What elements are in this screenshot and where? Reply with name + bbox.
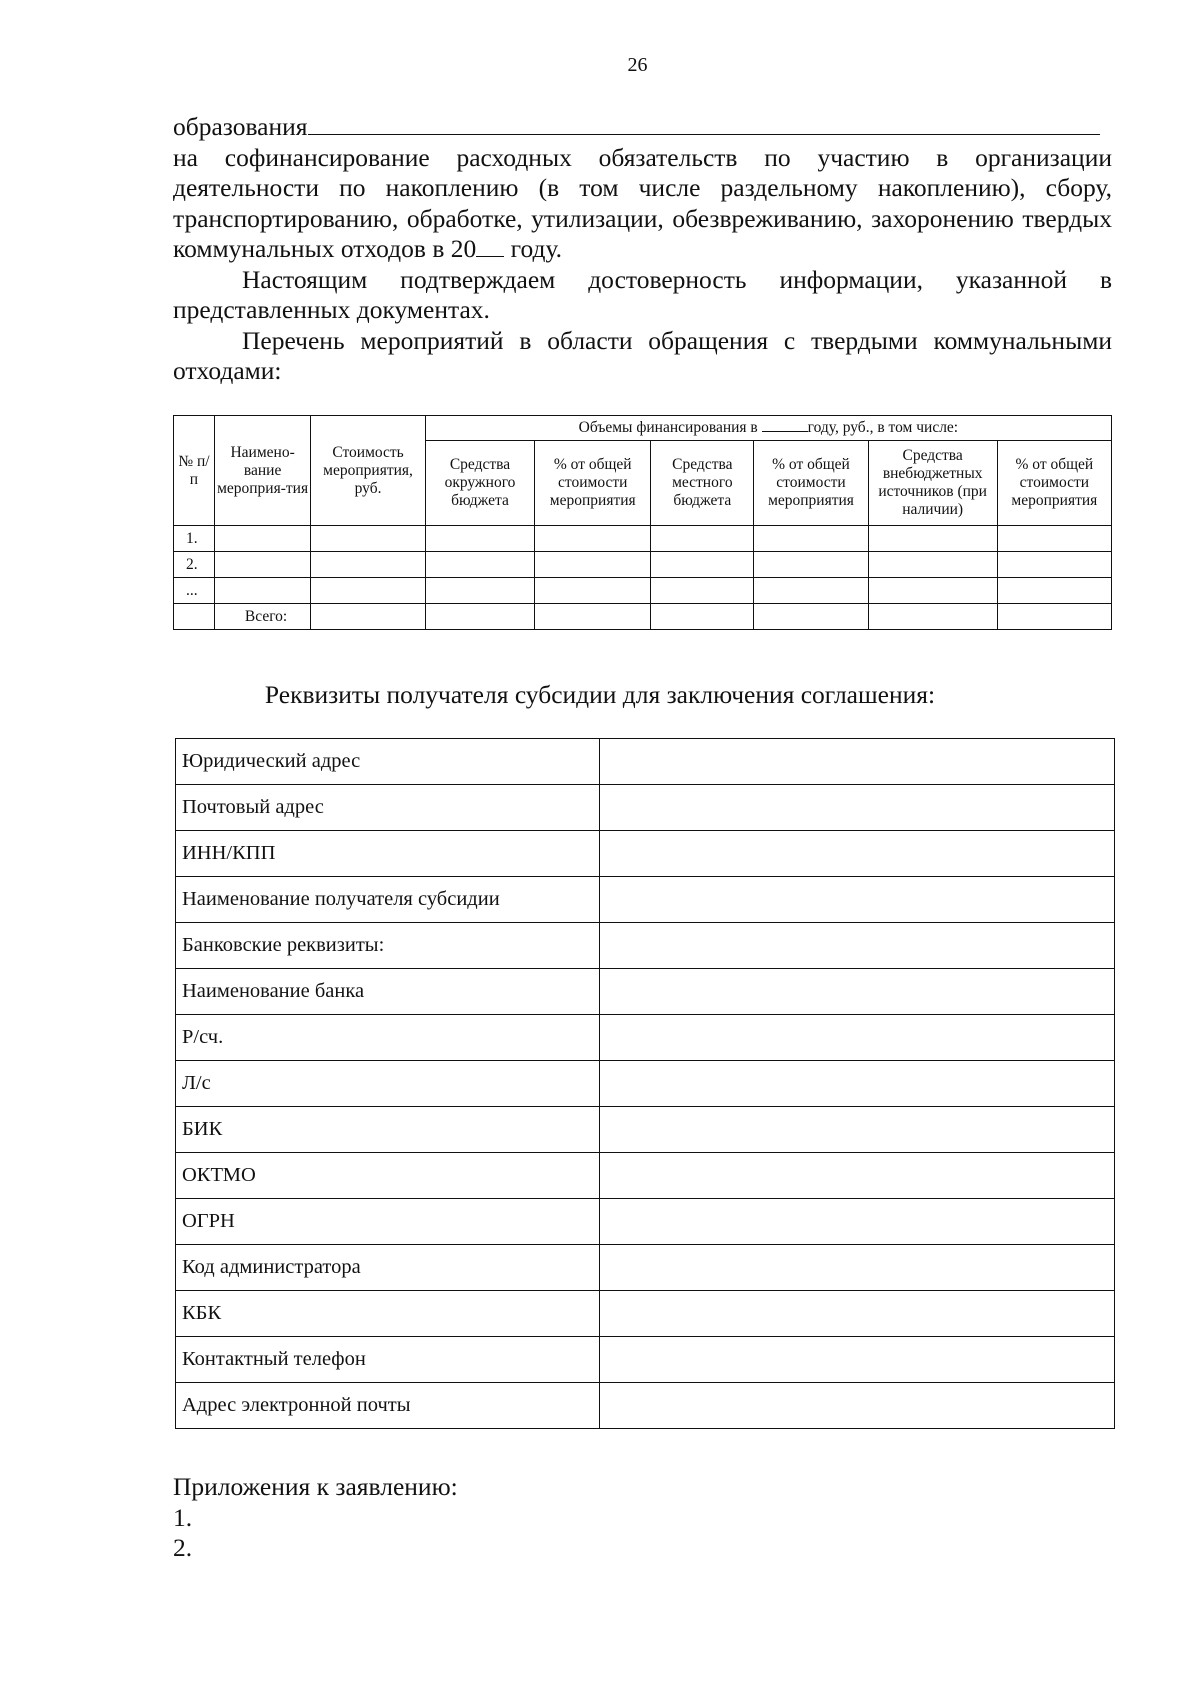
- total-label: Всего:: [214, 604, 310, 630]
- requisite-row: [176, 969, 1115, 1015]
- requisite-value[interactable]: [600, 739, 1115, 785]
- subcol-header: % от общей стоимости мероприятия: [535, 441, 651, 526]
- requisite-label: Р/сч.: [176, 1015, 600, 1061]
- requisite-row: [176, 831, 1115, 877]
- measures-table: [173, 415, 1112, 630]
- requisite-value[interactable]: [600, 1107, 1115, 1153]
- purpose-text: на софинансирование расходных обязательств по участию в организации деятельности по накоплению (в том числе раздельному накоплению), сбору, транспортированию, обработке, утилизации, обезвреживанию, захоронению твердых коммунальных отходов в 20: [173, 142, 1112, 263]
- col-num-header: № п/п: [174, 416, 215, 526]
- requisite-label: Банковские реквизиты:: [176, 923, 600, 969]
- requisite-label: КБК: [176, 1291, 600, 1337]
- requisite-value[interactable]: [600, 1015, 1115, 1061]
- subcol-header: Средства окружного бюджета: [425, 441, 534, 526]
- subcol-header: Средства внебюджетных источников (при наличии): [868, 441, 997, 526]
- requisite-row: [176, 739, 1115, 785]
- attachment-item: 2.: [173, 1533, 193, 1562]
- subcol-header: % от общей стоимости мероприятия: [754, 441, 868, 526]
- requisite-label: Код администратора: [176, 1245, 600, 1291]
- requisite-label: Адрес электронной почты: [176, 1383, 600, 1429]
- requisites-table: [175, 738, 1115, 1429]
- col-name-header: Наимено-вание мероприя-тия: [214, 416, 310, 526]
- col-cost-header: Стоимость мероприятия, руб.: [311, 416, 425, 526]
- requisite-value[interactable]: [600, 1153, 1115, 1199]
- requisite-label: Контактный телефон: [176, 1337, 600, 1383]
- row-number: ...: [174, 578, 215, 604]
- requisite-label: Наименование банка: [176, 969, 600, 1015]
- attachment-item: 1.: [173, 1502, 193, 1532]
- requisite-value[interactable]: [600, 1337, 1115, 1383]
- requisite-label: ИНН/КПП: [176, 831, 600, 877]
- requisite-row: [176, 1337, 1115, 1383]
- requisite-row: [176, 1107, 1115, 1153]
- requisite-value[interactable]: [600, 785, 1115, 831]
- requisite-value[interactable]: [600, 923, 1115, 969]
- paragraph-purpose: [173, 143, 1112, 265]
- requisite-label: БИК: [176, 1107, 600, 1153]
- requisites-title: Реквизиты получателя субсидии для заключения соглашения:: [264, 680, 936, 709]
- table-row: [174, 578, 1112, 604]
- requisite-label: ОКТМО: [176, 1153, 600, 1199]
- table-row: [174, 552, 1112, 578]
- requisite-value[interactable]: [600, 1061, 1115, 1107]
- requisite-row: [176, 785, 1115, 831]
- requisite-row: [176, 1153, 1115, 1199]
- page-number: 26: [627, 54, 648, 76]
- attachments-title: Приложения к заявлению:: [173, 1472, 458, 1501]
- funding-year-blank[interactable]: [762, 419, 808, 432]
- requisite-value[interactable]: [600, 877, 1115, 923]
- requisite-row: [176, 1061, 1115, 1107]
- municipality-blank[interactable]: [308, 114, 1100, 135]
- paragraph-list-title: Перечень мероприятий в области обращения с твердыми коммунальными отходами:: [173, 325, 1112, 385]
- line-municipality: [173, 112, 1112, 143]
- purpose-suffix: году.: [504, 234, 563, 263]
- requisite-value[interactable]: [600, 1383, 1115, 1429]
- requisite-label: ОГРН: [176, 1199, 600, 1245]
- requisite-row: [176, 923, 1115, 969]
- municipality-label: образования: [173, 112, 308, 141]
- requisite-row: [176, 877, 1115, 923]
- requisite-label: Наименование получателя субсидии: [176, 877, 600, 923]
- requisite-value[interactable]: [600, 1245, 1115, 1291]
- row-number: 1.: [174, 526, 215, 552]
- requisite-row: [176, 1199, 1115, 1245]
- paragraph-confirm: Настоящим подтверждаем достоверность информации, указанной в представленных документах.: [173, 264, 1112, 324]
- requisite-row: [176, 1245, 1115, 1291]
- requisite-label: Л/с: [176, 1061, 600, 1107]
- requisite-row: [176, 1291, 1115, 1337]
- year-blank[interactable]: [476, 236, 504, 257]
- requisite-value[interactable]: [600, 969, 1115, 1015]
- total-row: [174, 604, 1112, 630]
- requisite-row: [176, 1015, 1115, 1061]
- subcol-header: % от общей стоимости мероприятия: [997, 441, 1111, 526]
- attachments: [173, 1472, 458, 1564]
- requisite-value[interactable]: [600, 1199, 1115, 1245]
- intro-text: [173, 112, 1112, 387]
- requisite-row: [176, 1383, 1115, 1429]
- requisite-label: Юридический адрес: [176, 739, 600, 785]
- requisite-value[interactable]: [600, 1291, 1115, 1337]
- funding-group-header: Объемы финансирования в году, руб., в том числе:: [425, 416, 1111, 441]
- requisite-value[interactable]: [600, 831, 1115, 877]
- requisite-label: Почтовый адрес: [176, 785, 600, 831]
- table-row: [174, 526, 1112, 552]
- row-number: 2.: [174, 552, 215, 578]
- subcol-header: Средства местного бюджета: [651, 441, 754, 526]
